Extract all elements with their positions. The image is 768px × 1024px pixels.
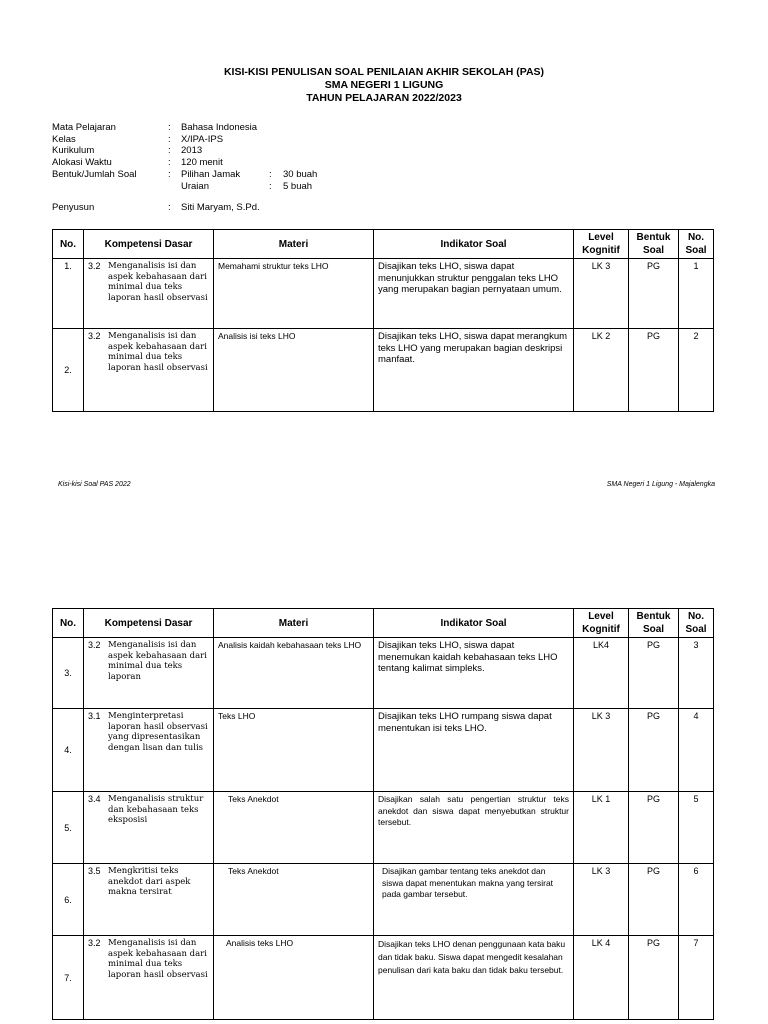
doc-title: KISI-KISI PENULISAN SOAL PENILAIAN AKHIR SEKOLAH (PAS) — [223, 66, 545, 78]
col-header-nosoal: No. Soal — [679, 230, 714, 259]
table-row: 3. 3.2 Menganalisis isi dan aspek kebahasaan dari minimal dua teks laporan Analisis kaidah kebahasaan teks LHO Disajikan teks LHO, siswa dapat menemukan kaidah kebahasaan teks LHO tentang kalimat simpleks. LK4 PG 3 — [53, 638, 714, 709]
col-header-materi: Materi — [214, 230, 374, 259]
col-header-bentuk: Bentuk Soal — [629, 609, 679, 638]
table-row: 2. 3.2 Menganalisis isi dan aspek kebahasaan dari minimal dua teks laporan hasil observasi Analisis isi teks LHO Disajikan teks LHO, siswa dapat merangkum teks LHO yang merupakan bagian deskripsi manfaat. LK 2 PG 2 — [53, 329, 714, 412]
col-header-nosoal: No. Soal — [679, 609, 714, 638]
table-row: 1. 3.2 Menganalisis isi dan aspek kebahasaan dari minimal dua teks laporan hasil observasi Memahami struktur teks LHO Disajikan teks LHO, siswa dapat menunjukkan struktur penggalan teks LHO yang merupakan bagian pernyataan umum. LK 3 PG 1 — [53, 259, 714, 329]
document-header — [0, 66, 768, 105]
table-row: 7. 3.2 Menganalisis isi dan aspek kebahasaan dari minimal dua teks laporan hasil observasi Analisis teks LHO Disajikan teks LHO denan penggunaan kata baku dan tidak baku. Siswa dapat mengedit kesalahan penulisan dari kata baku dan tidak baku tersebut. LK 4 PG 7 — [53, 936, 714, 1020]
kisi-table-page-1 — [52, 229, 714, 412]
document-info — [52, 122, 317, 214]
info-kelas: Kelas : X/IPA-IPS — [52, 133, 224, 145]
col-header-level: Level Kognitif — [574, 609, 629, 638]
academic-year: TAHUN PELAJARAN 2022/2023 — [306, 92, 462, 104]
info-uraian: Uraian : 5 buah — [181, 180, 313, 192]
info-penyusun: Penyusun : Siti Maryam, S.Pd. — [52, 202, 260, 214]
info-alokasi: Alokasi Waktu : 120 menit — [52, 157, 223, 169]
footer-left: Kisi-kisi Soal PAS 2022 — [58, 481, 131, 488]
kisi-table-page-2 — [52, 608, 714, 1020]
table-row: 5. 3.4 Menganalisis struktur dan kebahasaan teks eksposisi Teks Anekdot Disajikan salah satu pengertian struktur teks anekdot dan siswa dapat menyebutkan struktur tersebut. LK 1 PG 5 — [53, 792, 714, 864]
info-kurikulum: Kurikulum : 2013 — [52, 145, 203, 157]
info-bentuk: Bentuk/Jumlah Soal : Pilihan Jamak : 30 buah — [52, 168, 318, 180]
col-header-kd: Kompetensi Dasar — [84, 609, 214, 638]
school-name: SMA NEGERI 1 LIGUNG — [324, 79, 444, 91]
info-mapel: Mata Pelajaran : Bahasa Indonesia — [52, 122, 258, 133]
table-row: 4. 3.1 Menginterpretasi laporan hasil observasi yang dipresentasikan dengan lisan dan tulis Teks LHO Disajikan teks LHO rumpang siswa dapat menentukan isi teks LHO. LK 3 PG 4 — [53, 709, 714, 792]
footer-right: SMA Negeri 1 Ligung - Majalengka — [606, 481, 715, 488]
col-header-materi: Materi — [214, 609, 374, 638]
table-header-row — [53, 609, 714, 638]
table-header-row — [53, 230, 714, 259]
col-header-level: Level Kognitif — [574, 230, 629, 259]
col-header-indikator: Indikator Soal — [374, 609, 574, 638]
col-header-no: No. — [53, 609, 84, 638]
col-header-bentuk: Bentuk Soal — [629, 230, 679, 259]
col-header-no: No. — [53, 230, 84, 259]
col-header-kd: Kompetensi Dasar — [84, 230, 214, 259]
col-header-indikator: Indikator Soal — [374, 230, 574, 259]
table-row: 6. 3.5 Mengkritisi teks anekdot dari aspek makna tersirat Teks Anekdot Disajikan gambar tentang teks anekdot dan siswa dapat menentukan makna yang tersirat pada gambar tersebut. LK 3 PG 6 — [53, 864, 714, 936]
